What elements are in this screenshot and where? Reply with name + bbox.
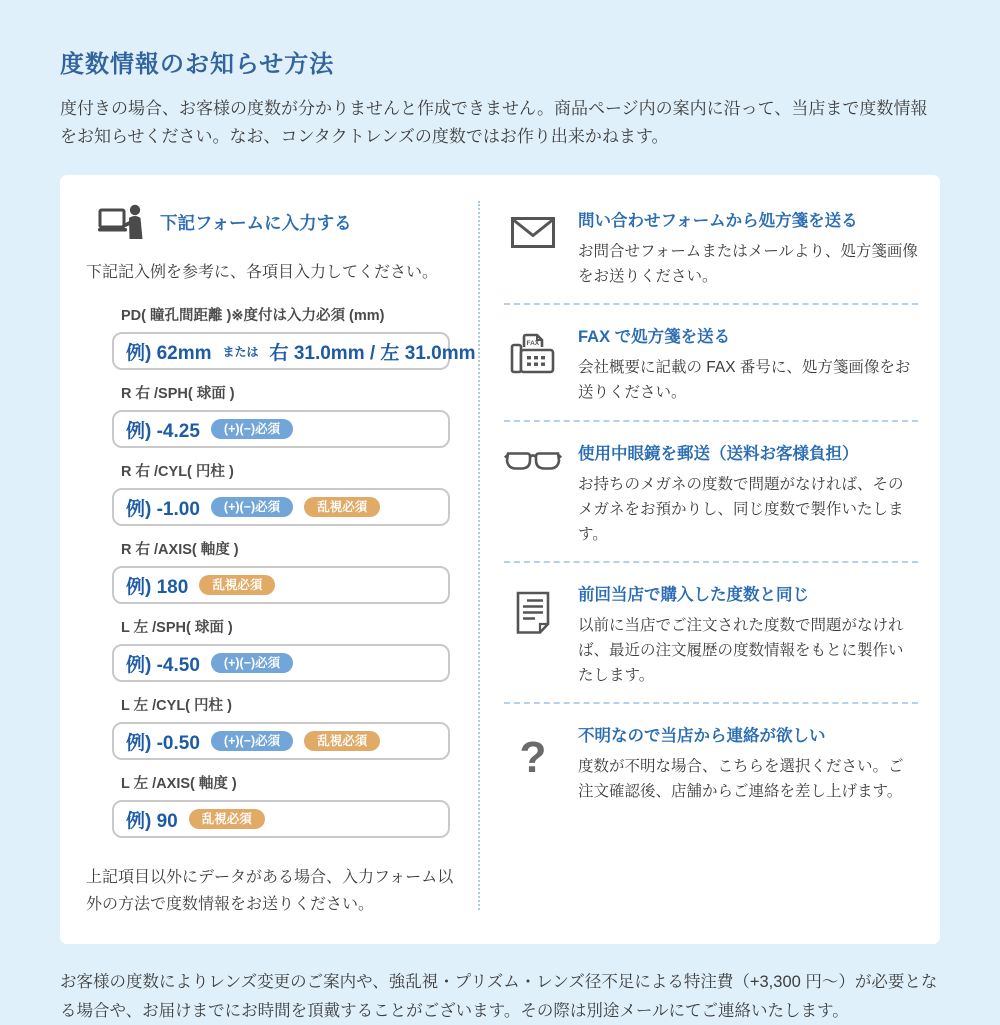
glasses-icon [504, 438, 562, 547]
example-value: 例) 62mm [126, 342, 212, 364]
field-l-axis [112, 772, 464, 838]
badge-plus-minus-required: (+)(−)必須 [211, 497, 293, 518]
method-mail-glasses [504, 426, 918, 557]
field-box-r-sph [112, 410, 450, 448]
example-value: 例) 90 [126, 810, 178, 832]
field-r-sph [112, 382, 464, 448]
field-label: L 左 /SPH( 球面 ) [121, 620, 233, 637]
footer-note: お客様の度数によりレンズ変更のご案内や、強乱視・プリズム・レンズ径不足による特注費（+3,300 円〜）が必要となる場合や、お届けまでにお時間を頂戴することがございます。その際は別途メールにてご連絡いたします。 [60, 973, 938, 1020]
method-body: お問合せフォームまたはメールより、処方箋画像をお送りください。 [578, 243, 918, 286]
method-body: 度数が不明な場合、こちらを選択ください。ご注文確認後、店舗からご連絡を差し上げます。 [578, 758, 904, 801]
example-value: 例) -4.50 [126, 654, 200, 676]
field-label: L 左 /CYL( 円柱 ) [121, 698, 232, 715]
document-icon [504, 579, 562, 688]
field-label: PD( 瞳孔間距離 )※度付は入力必須 (mm) [121, 308, 385, 325]
form-fields [112, 304, 476, 838]
field-l-cyl [112, 694, 464, 760]
method-fax [504, 309, 918, 415]
form-instruction: 下記記入例を参考に、各項目入力してください。 [86, 264, 439, 282]
field-label: R 右 /AXIS( 軸度 ) [121, 542, 239, 559]
field-box-l-sph [112, 644, 450, 682]
envelope-icon [504, 205, 562, 289]
form-column [60, 191, 478, 918]
field-label: L 左 /AXIS( 軸度 ) [121, 776, 237, 793]
badge-astigmatism-required: 乱視必須 [304, 731, 380, 752]
field-box-l-axis [112, 800, 450, 838]
question-icon: ? [519, 733, 547, 783]
field-label: R 右 /SPH( 球面 ) [121, 386, 235, 403]
method-body: 以前に当店でご注文された度数で問題がなければ、最近の注文履歴の度数情報をもとに製作いたします。 [578, 616, 904, 685]
alternative-methods-column [480, 191, 940, 918]
section-divider [504, 303, 918, 305]
method-unknown-contact [504, 708, 918, 814]
example-value: 例) -4.25 [126, 420, 200, 442]
example-value: 例) -0.50 [126, 732, 200, 754]
field-box-r-axis [112, 566, 450, 604]
method-title: 使用中眼鏡を郵送（送料お客様負担） [578, 444, 859, 463]
method-body: 会社概要に記載の FAX 番号に、処方箋画像をお送りください。 [578, 359, 911, 402]
method-contact-form [504, 193, 918, 299]
field-label: R 右 /CYL( 円柱 ) [121, 464, 234, 481]
badge-plus-minus-required: (+)(−)必須 [211, 419, 293, 440]
method-title: FAX で処方箋を送る [578, 328, 731, 347]
form-heading: 下記フォームに入力する [160, 212, 352, 233]
person-at-computer-icon [98, 203, 144, 241]
example-value: 例) 180 [126, 576, 189, 598]
section-divider [504, 561, 918, 563]
field-r-cyl [112, 460, 464, 526]
field-box-r-cyl [112, 488, 450, 526]
badge-astigmatism-required: 乱視必須 [304, 497, 380, 518]
field-box-l-cyl [112, 722, 450, 760]
badge-astigmatism-required: 乱視必須 [199, 575, 275, 596]
method-title: 問い合わせフォームから処方箋を送る [578, 212, 858, 231]
section-divider [504, 702, 918, 704]
method-title: 前回当店で購入した度数と同じ [578, 585, 809, 604]
field-r-axis [112, 538, 464, 604]
method-body: お持ちのメガネの度数で問題がなければ、そのメガネをお預かりし、同じ度数で製作いたします。 [578, 475, 904, 543]
method-previous-order [504, 567, 918, 698]
form-header [98, 203, 464, 241]
badge-astigmatism-required: 乱視必須 [189, 809, 265, 830]
section-divider [504, 420, 918, 422]
methods-card [60, 175, 940, 944]
field-l-sph [112, 616, 464, 682]
badge-plus-minus-required: (+)(−)必須 [211, 653, 293, 674]
form-note: 上記項目以外にデータがある場合、入力フォーム以外の方法で度数情報をお送りください。 [86, 869, 454, 914]
page-title: 度数情報のお知らせ方法 [60, 51, 335, 78]
fax-icon [504, 321, 562, 405]
intro-text: 度付きの場合、お客様の度数が分かりませんと作成できません。商品ページ内の案内に沿って、当店まで度数情報をお知らせください。なお、コンタクトレンズの度数ではお作り出来かねます。 [60, 99, 928, 147]
example-value-alt: 右 31.0mm / 左 31.0mm [269, 342, 476, 364]
example-value: 例) -1.00 [126, 498, 200, 520]
field-box-pd [112, 332, 476, 370]
method-title: 不明なので当店から連絡が欲しい [578, 727, 826, 746]
fax-label: FAX [526, 340, 540, 348]
badge-plus-minus-required: (+)(−)必須 [211, 731, 293, 752]
example-or-text: または [222, 344, 259, 359]
field-pd [112, 304, 476, 370]
